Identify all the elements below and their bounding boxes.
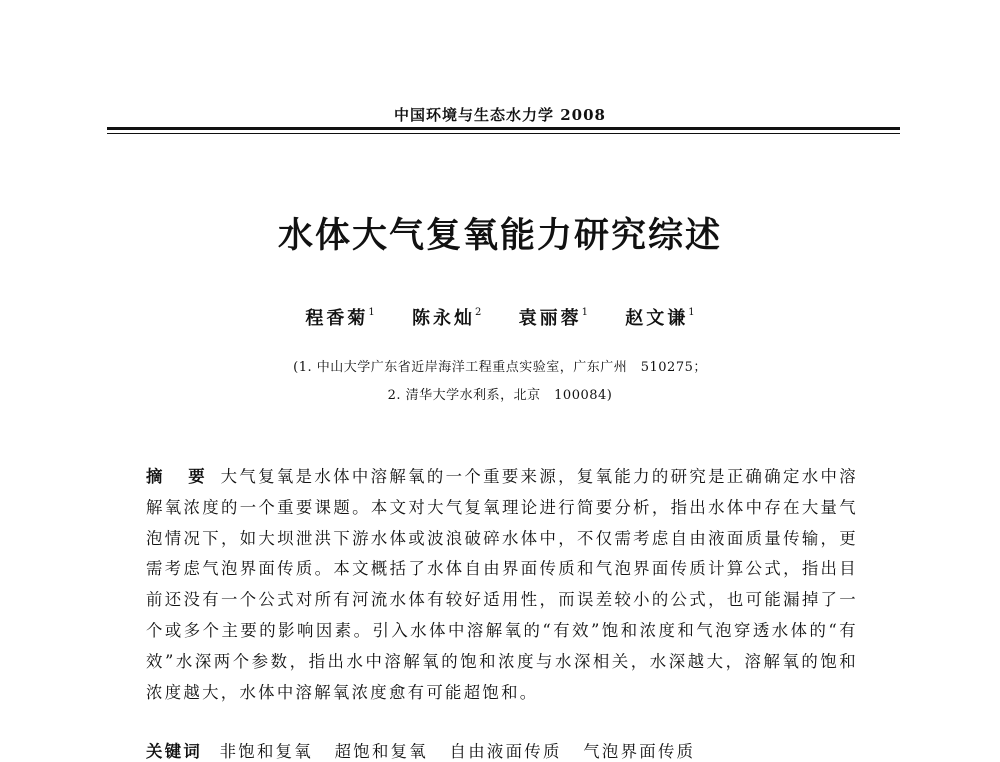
header-rule-thin <box>107 133 900 134</box>
author-name: 程香菊 <box>305 308 369 329</box>
author-list <box>0 304 1000 330</box>
abstract-label: 摘 要 <box>146 467 215 486</box>
author-name: 赵文谦 <box>625 308 689 329</box>
abstract <box>146 462 858 708</box>
affiliation-line-1: (1. 中山大学广东省近岸海洋工程重点实验室，广东广州 510275； <box>293 360 707 375</box>
author-name: 袁丽蓉 <box>518 308 582 329</box>
author-affil-mark: 1 <box>688 307 695 318</box>
author-affil-mark: 2 <box>474 307 482 318</box>
keyword: 气泡界面传质 <box>583 742 696 761</box>
keywords <box>146 738 858 762</box>
header-rule-thick <box>107 127 900 130</box>
paper-title: 水体大气复氧能力研究综述 <box>277 216 722 256</box>
keywords-label: 关键词 <box>146 742 203 761</box>
author-affil-mark: 1 <box>368 307 375 318</box>
abstract-text: 大气复氧是水体中溶解氧的一个重要来源，复氧能力的研究是正确确定水中溶解氧浓度的一个重要课题。本文对大气复氧理论进行简要分析，指出水体中存在大量气泡情况下，如大坝泄洪下游水体或波浪破碎水体中，不仅需考虑自由液面质量传输，更需考虑气泡界面传质。本文概括了水体自由界面传质和气泡界面传质计算公式，指出目前还没有一个公式对所有河流水体有较好适用性，而误差较小的公式，也可能漏掉了一个或多个主要的影响因素。引入水体中溶解氧的“有效”饱和浓度和气泡穿透水体的“有效”水深两个参数，指出水中溶解氧的饱和浓度与水深相关，水深越大，溶解氧的饱和浓度越大，水体中溶解氧浓度愈有可能超饱和。 <box>146 467 858 702</box>
author <box>625 304 694 330</box>
author <box>412 304 481 330</box>
running-header: 中国环境与生态水力学 2008 <box>394 106 606 124</box>
author-name: 陈永灿 <box>411 308 475 329</box>
affiliation-line-2: 2. 清华大学水利系，北京 100084) <box>387 388 613 403</box>
author <box>519 304 588 330</box>
keyword: 超饱和复氧 <box>334 742 429 761</box>
keyword: 非饱和复氧 <box>219 742 314 761</box>
author <box>305 304 374 330</box>
keyword: 自由液面传质 <box>449 742 562 761</box>
author-affil-mark: 1 <box>581 307 589 318</box>
